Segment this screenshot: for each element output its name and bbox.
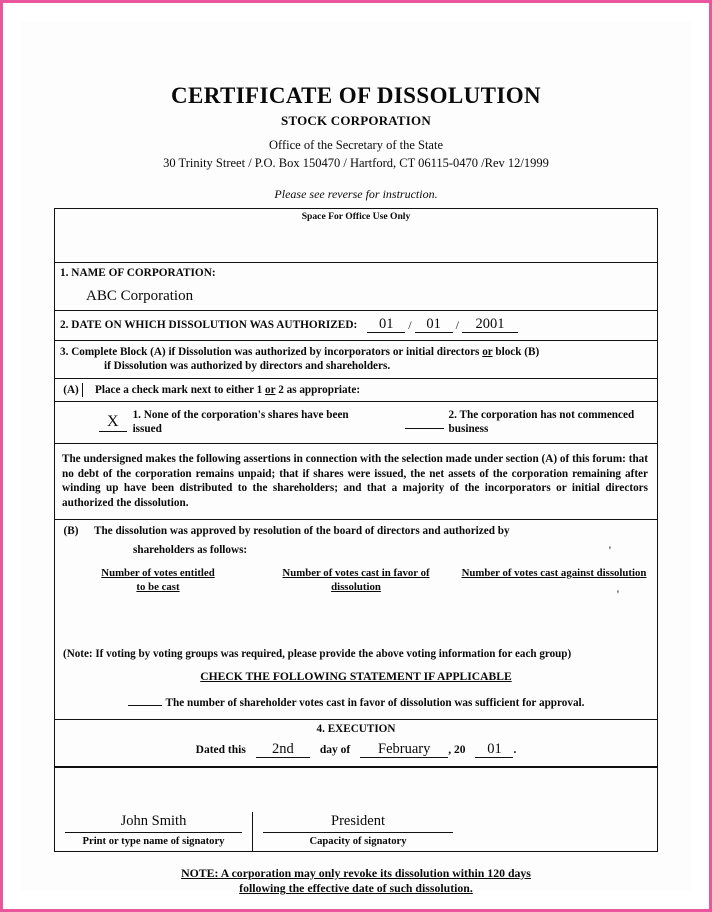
block-b-subheading: shareholders as follows:: [133, 543, 248, 556]
authorization-date-block: [55, 311, 657, 341]
footer-note-line1: NOTE: A corporation may only revoke its dissolution within 120 days: [181, 865, 531, 880]
signatory-name-cell: [55, 812, 253, 850]
block-b-heading: The dissolution was approved by resolution of the board of directors and authorized by: [94, 525, 510, 538]
option1-checkbox[interactable]: X: [99, 413, 127, 432]
signatory-capacity-label: Capacity of signatory: [309, 835, 407, 847]
document-header: [21, 21, 691, 202]
page-title: CERTIFICATE OF DISSOLUTION: [171, 83, 541, 108]
auth-date-year-field[interactable]: 2001: [462, 317, 518, 333]
voting-groups-note: (Note: If voting by voting groups was required, please provide the above voting information for each group): [63, 647, 572, 660]
execution-period: .: [513, 744, 517, 757]
item3-line1-part1: 3. Complete Block (A) if Dissolution was authorized by incorporators or initial directors: [60, 346, 483, 358]
sufficient-approval-text: The number of shareholder votes cast in favor of dissolution was sufficient for approval.: [165, 696, 585, 709]
corporation-name-value[interactable]: ABC Corporation: [86, 288, 194, 305]
votes-favor-line1: Number of votes cast in favor of: [282, 566, 430, 579]
stray-mark-2: ': [616, 586, 619, 601]
block-a-options-row: [55, 402, 657, 444]
block-a-paren: (A): [60, 383, 83, 397]
block-b-paren: (B): [63, 525, 79, 538]
votes-entitled-header: [59, 567, 257, 595]
item3-line1: [60, 345, 651, 359]
signature-space[interactable]: [55, 768, 657, 812]
form-sheet: [21, 21, 691, 896]
office-address: 30 Trinity Street / P.O. Box 150470 / Hartford, CT 06115-0470 /Rev 12/1999: [163, 156, 549, 170]
signatory-name-value[interactable]: John Smith: [65, 812, 242, 833]
item3-line1-part2: block (B): [492, 346, 540, 358]
votes-against-header: [455, 567, 653, 595]
authorization-date-label: 2. DATE ON WHICH DISSOLUTION WAS AUTHORIZED:: [60, 319, 358, 331]
auth-date-month-field[interactable]: 01: [367, 317, 405, 333]
corporation-name-label: 1. NAME OF CORPORATION:: [60, 267, 216, 279]
execution-month-field[interactable]: February: [360, 742, 448, 758]
execution-date-row: [55, 738, 657, 766]
dated-this-label: Dated this: [195, 744, 246, 757]
block-b-section: [55, 520, 657, 720]
office-use-caption: Space For Office Use Only: [301, 211, 411, 222]
page-subtitle: STOCK CORPORATION: [281, 113, 431, 128]
signatory-name-label: Print or type name of signatory: [82, 835, 225, 847]
option2-checkbox[interactable]: [405, 416, 443, 429]
execution-year-field[interactable]: 01: [475, 742, 513, 758]
execution-section: [55, 720, 657, 768]
date-separator-1: /: [408, 317, 412, 332]
stray-mark-1: ': [608, 542, 611, 557]
block-a-heading-part1: Place a check mark next to either 1: [95, 383, 266, 396]
auth-date-day-field[interactable]: 01: [415, 317, 453, 333]
footer-note-line2: following the effective date of such dissolution.: [239, 881, 473, 896]
signature-extra-cell: [463, 812, 657, 850]
votes-entitled-line2: to be cast: [136, 580, 180, 593]
block-a-assertion: The undersigned makes the following assertions in connection with the selection made under section (A) of this forum: that no debt of the corporation remains unpaid; that if shares were issued, the net assets of the corporation remaining after winding up have been distributed to the shareholders; and that a majority of the incorporators or initial directors authorized the dissolution.: [55, 444, 657, 520]
check-statement-heading: CHECK THE FOLLOWING STATEMENT IF APPLICABLE: [200, 669, 512, 683]
certificate-form: [54, 208, 658, 852]
block-a-heading: [83, 383, 360, 397]
block-b-heading-row: [55, 520, 657, 540]
execution-day-field[interactable]: 2nd: [256, 742, 310, 758]
votes-entitled-line1: Number of votes entitled: [101, 566, 215, 579]
issuing-office: Office of the Secretary of the State: [269, 138, 443, 152]
year-prefix-label: , 20: [448, 744, 466, 757]
votes-against-line1: Number of votes cast against dissolution: [461, 566, 647, 579]
item3-instructions: [55, 341, 657, 379]
instruction-note: Please see reverse for instruction.: [274, 187, 438, 201]
signatory-capacity-value[interactable]: President: [263, 812, 453, 833]
signatory-capacity-cell: [253, 812, 463, 850]
sufficient-checkbox[interactable]: [128, 694, 162, 706]
votes-column-headers: [55, 561, 657, 595]
day-of-label: day of: [319, 744, 351, 757]
option2-label: 2. The corporation has not commenced business: [448, 409, 635, 436]
block-a-heading-row: [55, 379, 657, 402]
footer-note: [21, 866, 691, 898]
execution-heading: 4. EXECUTION: [316, 722, 396, 735]
item3-line2: if Dissolution was authorized by directors and shareholders.: [104, 360, 391, 373]
date-separator-2: /: [455, 317, 459, 332]
signature-row: [55, 812, 657, 850]
block-a-heading-or: or: [265, 383, 276, 396]
votes-favor-line2: dissolution: [331, 580, 381, 593]
block-a-heading-part2: 2 as appropriate:: [275, 383, 361, 396]
corporation-name-block: [55, 263, 657, 311]
option1-label: 1. None of the corporation's shares have been issued: [132, 409, 349, 436]
sufficient-approval-row: [55, 685, 657, 719]
item3-line1-or: or: [482, 346, 493, 358]
votes-favor-header: [257, 567, 455, 595]
authorization-date-fields: [367, 317, 518, 333]
office-use-block: [55, 209, 657, 263]
signature-section: [55, 767, 657, 850]
